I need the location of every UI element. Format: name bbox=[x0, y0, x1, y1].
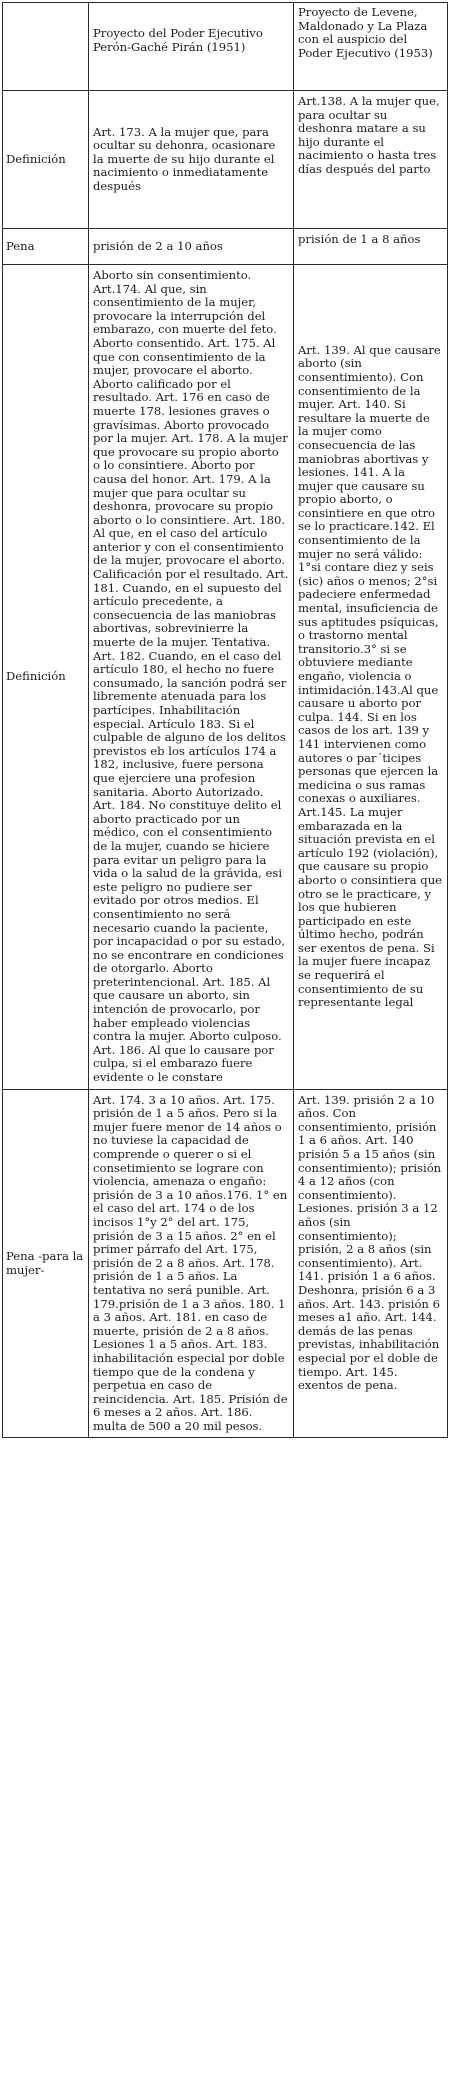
row-label: Pena bbox=[3, 229, 89, 265]
corner-cell bbox=[3, 3, 89, 91]
row-cell-1951 bbox=[89, 265, 294, 1090]
header-row bbox=[3, 3, 448, 91]
table-row bbox=[3, 1089, 448, 1438]
table-row bbox=[3, 265, 448, 1090]
row-label: Definición bbox=[3, 91, 89, 229]
cell-text: prisión de 2 a 10 años bbox=[93, 238, 223, 253]
comparison-table bbox=[2, 2, 448, 1438]
table-row bbox=[3, 91, 448, 229]
cell-text: Art. 139. prisión 2 a 10 años. Con consentimiento, prisión 1 a 6 años. Art. 140 prisión 5 a 15 años (sin consentimiento); prisión 4 a 12 años (con consentimiento). Lesiones. prisión 3 a 12 años (sin consentimiento); prisión, 2 a 8 años (sin consentimiento). Art. 141. prisión 1 a 6 años. Deshonra, prisión 6 a 3 años. Art. 143. prisión 6 meses a1 año. Art. 144. demás de las penas previstas, inhabilitación especial por el doble de tiempo. Art. 145. exentos de pena. bbox=[298, 1092, 442, 1393]
row-cell-1951 bbox=[89, 91, 294, 229]
row-cell-1953 bbox=[294, 229, 448, 265]
cell-text: Aborto sin consentimiento. Art.174. Al que, sin consentimiento de la mujer, provocare la interrupción del embarazo, con muerte del feto. Aborto consentido. Art. 175. Al que con consentimiento de la mujer, provocare el aborto. Aborto calificado por el resultado. Art. 176 en caso de muerte 178. lesiones graves o gravísimas. Aborto provocado por la mujer. Art. 178. A la mujer que provocare su propio aborto o lo consintiere. Aborto por causa del honor. Art. 179. A la mujer que para ocultar su deshonra, provocare su propio aborto o lo consintiere. Art. 180. Al que, en el caso del artículo anterior y con el consentimiento de la mujer, provocare el aborto. Calificación por el resultado. Art. 181. Cuando, en el supuesto del artículo precedente, a consecuencia de las maniobras abortivas, sobrevinierre la muerte de la mujer. Tentativa. Art. 182. Cuando, en el caso del artículo 180, el hecho no fuere consumado, la sanción podrá ser libremente atenuada para los partícipes. Inhabilitación especial. Artículo 183. Si el culpable de alguno de los delitos previstos eb los artículos 174 a 182, inclusive, fuere persona que ejerciere una profesion sanitaria. Aborto Autorizado. Art. 184. No constituye delito el aborto practicado por un médico, con el consentimiento de la mujer, cuando se hiciere para evitar un peligro para la vida o la salud de la grávida, esi este peligro no pudiere ser evitado por otros medios. El consentimiento no será necesario cuando la paciente, por incapacidad o por su estado, no se encontrare en condiciones de otorgarlo. Aborto preterintencional. Art. 185. Al que causare un aborto, sin intención de provocarlo, por haber empleado violencias contra la mujer. Aborto culposo. Art. 186. Al que lo causare por culpa, si el embarazo fuere evidente o le constare bbox=[93, 268, 289, 1085]
header-project-1953 bbox=[294, 3, 448, 91]
row-cell-1953 bbox=[294, 265, 448, 1090]
row-cell-1951 bbox=[89, 229, 294, 265]
cell-text: Art.138. A la mujer que, para ocultar su deshonra matare a su hijo durante el nacimiento o hasta tres días después del parto bbox=[298, 94, 440, 176]
row-cell-1953 bbox=[294, 91, 448, 229]
cell-text: prisión de 1 a 8 años bbox=[298, 232, 421, 246]
row-cell-1951 bbox=[89, 1089, 294, 1438]
header-project-1951 bbox=[89, 3, 294, 91]
table-row bbox=[3, 229, 448, 265]
cell-text: Art. 139. Al que causare aborto (sin consentimiento). Con consentimiento de la mujer. Art. 140. Si resultare la muerte de la mujer como consecuencia de las maniobras abortivas y lesiones. 141. A la mujer que causare su propio aborto, o consintiere en que otro se lo practicare.142. El consentimiento de la mujer no será válido: 1°si contare diez y seis (sic) años o menos; 2°si padeciere enfermedad mental, insuficiencia de sus aptitudes psíquicas, o trastorno mental transitorio.3° si se obtuviere mediante engaño, violencia o intimidación.143.Al que causare u aborto por culpa. 144. Si en los casos de los art. 139 y 141 intervienen como autores o par´ticipes personas que ejercen la medicina o sus ramas conexas o auxiliares. Art.145. La mujer embarazada en la situación prevista en el artículo 192 (violación), que causare su propio aborto o consintiera que otro se le practicare, y los que hubieren participado en este último hecho, podrán ser exentos de pena. Si la mujer fuere incapaz se requerirá el consentimiento de su representante legal bbox=[298, 342, 443, 1010]
row-label: Pena -para la mujer- bbox=[3, 1089, 89, 1438]
row-label: Definición bbox=[3, 265, 89, 1090]
cell-text: Art. 173. A la mujer que, para ocultar su dehonra, ocasionare la muerte de su hijo durante el nacimiento o inmediatamente después bbox=[93, 124, 276, 193]
header-project-1953-text: Proyecto de Levene, Maldonado y La Plaza con el auspicio del Poder Ejecutivo (1953) bbox=[298, 5, 433, 60]
header-project-1951-text: Proyecto del Poder Ejecutivo Perón-Gaché Pirán (1951) bbox=[93, 26, 263, 54]
cell-text: Art. 174. 3 a 10 años. Art. 175. prisión de 1 a 5 años. Pero si la mujer fuere menor de 14 años o no tuviese la capacidad de comprende o querer o si el consetimiento se lograre con violencia, amenaza o engaño: prisión de 3 a 10 años.176. 1° en el caso del art. 174 o de los incisos 1°y 2° del art. 175, prisión de 3 a 15 años. 2° en el primer párrafo del Art. 175, prisión de 2 a 8 años. Art. 178. prisión de 1 a 5 años. La tentativa no será punible. Art. 179.prisión de 1 a 3 años. 180. 1 a 3 años. Art. 181. en caso de muerte, prisión de 2 a 8 años. Lesiones 1 a 5 años. Art. 183. inhabilitación especial por doble tiempo que de la condena y perpetua en caso de reincidencia. Art. 185. Prisión de 6 meses a 2 años. Art. 186. multa de 500 a 20 mil pesos. bbox=[93, 1092, 288, 1433]
row-cell-1953 bbox=[294, 1089, 448, 1438]
comparison-document bbox=[2, 2, 447, 1438]
